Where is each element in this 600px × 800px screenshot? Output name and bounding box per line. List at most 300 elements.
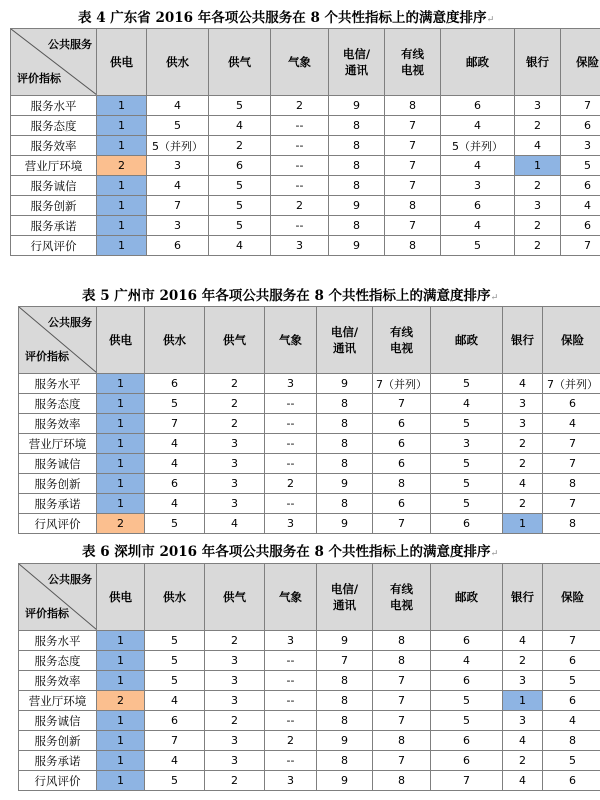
column-header-label: 供气 (228, 55, 251, 69)
rank-cell: 6 (145, 374, 205, 394)
rank-cell: 9 (317, 374, 373, 394)
rank-cell: 4 (503, 771, 543, 791)
table-title: 表 4 广东省 2016 年各项公共服务在 8 个共性指标上的满意度排序↵ (78, 10, 495, 26)
column-header (97, 307, 145, 374)
rank-cell: 8 (317, 711, 373, 731)
rank-cell: 2 (503, 454, 543, 474)
rank-cell: 3 (503, 414, 543, 434)
rank-cell: 8 (373, 631, 431, 651)
rank-cell: 7 (385, 136, 441, 156)
rank-cell: 1 (97, 236, 147, 256)
table-row (11, 156, 600, 176)
row-label: 服务诚信 (11, 176, 97, 196)
rank-cell: 7 (561, 236, 600, 256)
row-label: 服务诚信 (19, 711, 97, 731)
row-label: 服务效率 (11, 136, 97, 156)
rank-cell: 1 (97, 216, 147, 236)
rank-cell: 3 (503, 394, 543, 414)
rank-cell: 7 (543, 434, 600, 454)
column-header (265, 564, 317, 631)
paragraph-mark: ↵ (490, 549, 499, 559)
column-header (503, 307, 543, 374)
rank-cell: 1 (97, 771, 145, 791)
rank-cell: 4 (543, 711, 600, 731)
column-header (561, 29, 600, 96)
column-header-label: 有线 电视 (390, 582, 413, 612)
table-row (19, 454, 600, 474)
rank-cell: 1 (97, 671, 145, 691)
table-row (11, 236, 600, 256)
column-header (205, 307, 265, 374)
rank-cell: 5 (431, 454, 503, 474)
column-header-label: 银行 (526, 55, 549, 69)
rank-cell: -- (265, 751, 317, 771)
header-row (11, 29, 600, 96)
rank-cell: 4 (503, 631, 543, 651)
row-label: 服务承诺 (19, 494, 97, 514)
table-row (19, 711, 600, 731)
rank-cell: 8 (543, 474, 600, 494)
rank-cell: -- (271, 216, 329, 236)
row-label: 服务态度 (11, 116, 97, 136)
rank-cell: 5 (543, 751, 600, 771)
column-header-label: 银行 (511, 590, 534, 604)
rank-cell: 5 (209, 196, 271, 216)
rank-cell: 8 (385, 196, 441, 216)
rank-cell: 7 (373, 711, 431, 731)
rank-cell: 7 (145, 731, 205, 751)
rank-cell: 2 (503, 494, 543, 514)
rank-cell: 4 (503, 731, 543, 751)
row-label: 营业厅环境 (11, 156, 97, 176)
column-header-label: 气象 (288, 55, 311, 69)
table-row (19, 394, 600, 414)
row-label: 行风评价 (11, 236, 97, 256)
rank-cell: 4 (145, 751, 205, 771)
rank-cell: 6 (543, 394, 600, 414)
row-label: 服务诚信 (19, 454, 97, 474)
row-label: 服务效率 (19, 671, 97, 691)
rank-cell: 7 (373, 691, 431, 711)
rank-cell: 2 (515, 216, 561, 236)
rank-cell: 8 (317, 454, 373, 474)
column-header-label: 供水 (163, 590, 186, 604)
column-header (543, 564, 600, 631)
rank-cell: 4 (503, 474, 543, 494)
column-header (373, 307, 431, 374)
rank-cell: 5 (431, 494, 503, 514)
rank-cell: 4 (205, 514, 265, 534)
rank-cell: 5 (147, 116, 209, 136)
rank-cell: 1 (503, 514, 543, 534)
rank-cell: 7 (543, 494, 600, 514)
table-row (11, 116, 600, 136)
rank-cell: 2 (205, 711, 265, 731)
ranking-table (18, 306, 600, 534)
rank-cell: 7 (385, 116, 441, 136)
corner-label-indicator: 评价指标 (25, 350, 69, 363)
column-header (515, 29, 561, 96)
column-header (317, 564, 373, 631)
column-header (209, 29, 271, 96)
rank-cell: 8 (329, 116, 385, 136)
rank-cell: 9 (317, 731, 373, 751)
table-row (19, 494, 600, 514)
column-header-label: 保险 (561, 333, 584, 347)
rank-cell: 4 (145, 691, 205, 711)
row-label: 服务创新 (19, 474, 97, 494)
rank-cell: 7 (373, 514, 431, 534)
row-label: 营业厅环境 (19, 434, 97, 454)
column-header (271, 29, 329, 96)
rank-cell: 5 (145, 671, 205, 691)
rank-cell: 6 (441, 96, 515, 116)
rank-cell: 4 (145, 434, 205, 454)
rank-cell: 7 (373, 394, 431, 414)
rank-cell: 8 (329, 156, 385, 176)
table-row (19, 771, 600, 791)
rank-cell: 1 (97, 751, 145, 771)
rank-cell: 1 (97, 374, 145, 394)
rank-cell: 5 (543, 671, 600, 691)
rank-cell: 3 (265, 631, 317, 651)
row-label: 服务态度 (19, 394, 97, 414)
rank-cell: 6 (373, 434, 431, 454)
rank-cell: 2 (97, 691, 145, 711)
rank-cell: 8 (385, 236, 441, 256)
rank-cell: 3 (205, 454, 265, 474)
rank-cell: 3 (205, 731, 265, 751)
rank-cell: 2 (265, 474, 317, 494)
column-header-label: 供电 (109, 590, 132, 604)
table-row (11, 176, 600, 196)
rank-cell: 7 (147, 196, 209, 216)
table-row (19, 631, 600, 651)
rank-cell: 3 (205, 691, 265, 711)
table-row (19, 434, 600, 454)
rank-cell: 1 (97, 96, 147, 116)
column-header-label: 邮政 (455, 590, 478, 604)
rank-cell: 8 (543, 514, 600, 534)
rank-cell: 3 (205, 751, 265, 771)
table-row (11, 96, 600, 116)
column-header (329, 29, 385, 96)
rank-cell: 6 (561, 116, 600, 136)
table-row (11, 216, 600, 236)
column-header (97, 564, 145, 631)
table-row (19, 691, 600, 711)
rank-cell: 1 (97, 651, 145, 671)
rank-cell: -- (265, 434, 317, 454)
rank-cell: 5 (209, 176, 271, 196)
corner-header-cell (19, 307, 97, 374)
rank-cell: 5 (431, 414, 503, 434)
rank-cell: 6 (431, 631, 503, 651)
rank-cell: 6 (209, 156, 271, 176)
table-row (19, 374, 600, 394)
row-label: 服务水平 (11, 96, 97, 116)
rank-cell: 3 (271, 236, 329, 256)
table-row (19, 731, 600, 751)
table-title: 表 5 广州市 2016 年各项公共服务在 8 个共性指标上的满意度排序↵ (82, 288, 499, 304)
rank-cell: 1 (97, 414, 145, 434)
rank-cell: 5（并列） (441, 136, 515, 156)
rank-cell: 3 (205, 474, 265, 494)
rank-cell: 7（并列） (543, 374, 600, 394)
rank-cell: 3 (515, 96, 561, 116)
row-label: 服务承诺 (19, 751, 97, 771)
column-header-label: 电信/ 通讯 (342, 47, 371, 77)
rank-cell: 3 (147, 156, 209, 176)
rank-cell: 7 (431, 771, 503, 791)
rank-cell: 2 (271, 196, 329, 216)
rank-cell: 9 (329, 236, 385, 256)
rank-cell: 1 (97, 394, 145, 414)
column-header (503, 564, 543, 631)
rank-cell: 6 (431, 671, 503, 691)
rank-cell: 6 (373, 494, 431, 514)
rank-cell: 9 (317, 474, 373, 494)
column-header-label: 电信/ 通讯 (330, 582, 359, 612)
rank-cell: 3 (265, 374, 317, 394)
rank-cell: 3 (431, 434, 503, 454)
rank-cell: 7 (543, 454, 600, 474)
column-header (385, 29, 441, 96)
rank-cell: 1 (97, 474, 145, 494)
rank-cell: 2 (205, 394, 265, 414)
rank-cell: 8 (317, 434, 373, 454)
rank-cell: 8 (317, 751, 373, 771)
column-header (431, 307, 503, 374)
rank-cell: 8 (329, 136, 385, 156)
row-label: 服务水平 (19, 374, 97, 394)
table-row (19, 414, 600, 434)
rank-cell: 7 (385, 216, 441, 236)
rank-cell: 8 (373, 731, 431, 751)
rank-cell: 4 (515, 136, 561, 156)
row-label: 服务水平 (19, 631, 97, 651)
row-label: 服务创新 (19, 731, 97, 751)
rank-cell: 6 (543, 691, 600, 711)
rank-cell: 3 (147, 216, 209, 236)
corner-header-cell (11, 29, 97, 96)
rank-cell: 6 (145, 711, 205, 731)
rank-cell: 5 (209, 96, 271, 116)
rank-cell: 7 (373, 751, 431, 771)
corner-label-service: 公共服务 (48, 573, 92, 586)
rank-cell: 5 (431, 691, 503, 711)
rank-cell: 3 (205, 671, 265, 691)
rank-cell: 8 (317, 691, 373, 711)
corner-header-cell (19, 564, 97, 631)
column-header-label: 保险 (561, 590, 584, 604)
rank-cell: 7 (145, 414, 205, 434)
ranking-table (10, 28, 600, 256)
rank-cell: 6 (431, 514, 503, 534)
row-label: 服务态度 (19, 651, 97, 671)
paragraph-mark: ↵ (486, 15, 495, 25)
rank-cell: 7 (385, 176, 441, 196)
column-header (543, 307, 600, 374)
rank-cell: 2 (205, 631, 265, 651)
column-header (265, 307, 317, 374)
rank-cell: -- (265, 394, 317, 414)
rank-cell: 6 (543, 771, 600, 791)
rank-cell: 3 (561, 136, 600, 156)
table-row (11, 136, 600, 156)
corner-label-service: 公共服务 (48, 38, 92, 51)
rank-cell: 1 (97, 711, 145, 731)
rank-cell: -- (271, 176, 329, 196)
rank-cell: 6 (373, 454, 431, 474)
rank-cell: 3 (515, 196, 561, 216)
column-header (317, 307, 373, 374)
rank-cell: 4 (147, 176, 209, 196)
rank-cell: 6 (431, 751, 503, 771)
rank-cell: 6 (147, 236, 209, 256)
table-title: 表 6 深圳市 2016 年各项公共服务在 8 个共性指标上的满意度排序↵ (82, 544, 499, 560)
rank-cell: 5 (209, 216, 271, 236)
rank-cell: -- (265, 454, 317, 474)
rank-cell: 3 (265, 771, 317, 791)
rank-cell: 2 (97, 514, 145, 534)
rank-cell: 1 (97, 176, 147, 196)
rank-cell: 9 (317, 631, 373, 651)
rank-cell: 7 (317, 651, 373, 671)
rank-cell: 8 (373, 651, 431, 671)
column-header (431, 564, 503, 631)
rank-cell: 2 (265, 731, 317, 751)
rank-cell: 6 (543, 651, 600, 671)
column-header-label: 供水 (166, 55, 189, 69)
column-header-label: 供电 (110, 55, 133, 69)
rank-cell: -- (271, 116, 329, 136)
rank-cell: 6 (373, 414, 431, 434)
rank-cell: 3 (205, 434, 265, 454)
rank-cell: 1 (97, 116, 147, 136)
header-row (19, 564, 600, 631)
rank-cell: 7 (385, 156, 441, 176)
rank-cell: 5 (431, 374, 503, 394)
rank-cell: 2 (503, 751, 543, 771)
column-header-label: 有线 电视 (401, 47, 424, 77)
rank-cell: 9 (317, 514, 373, 534)
column-header-label: 邮政 (455, 333, 478, 347)
row-label: 服务承诺 (11, 216, 97, 236)
rank-cell: 6 (561, 176, 600, 196)
rank-cell: 7（并列） (373, 374, 431, 394)
rank-cell: 2 (205, 771, 265, 791)
rank-cell: -- (271, 156, 329, 176)
rank-cell: 5 (441, 236, 515, 256)
rank-cell: 4 (431, 394, 503, 414)
table-row (19, 474, 600, 494)
column-header-label: 供气 (223, 590, 246, 604)
rank-cell: 4 (441, 216, 515, 236)
rank-cell: 5 (145, 514, 205, 534)
rank-cell: 1 (97, 731, 145, 751)
rank-cell: -- (265, 711, 317, 731)
column-header (145, 564, 205, 631)
rank-cell: 4 (145, 454, 205, 474)
paragraph-mark: ↵ (490, 293, 499, 303)
rank-cell: 9 (329, 196, 385, 216)
rank-cell: 1 (503, 691, 543, 711)
rank-cell: 6 (441, 196, 515, 216)
rank-cell: -- (271, 136, 329, 156)
corner-label-service: 公共服务 (48, 316, 92, 329)
rank-cell: 8 (543, 731, 600, 751)
row-label: 行风评价 (19, 771, 97, 791)
column-header (147, 29, 209, 96)
rank-cell: 3 (205, 494, 265, 514)
rank-cell: -- (265, 671, 317, 691)
rank-cell: 4 (543, 414, 600, 434)
rank-cell: 1 (515, 156, 561, 176)
rank-cell: 3 (441, 176, 515, 196)
ranking-table (18, 563, 600, 791)
rank-cell: -- (265, 651, 317, 671)
rank-cell: 4 (209, 116, 271, 136)
rank-cell: 2 (503, 434, 543, 454)
rank-cell: 3 (205, 651, 265, 671)
rank-cell: 3 (503, 671, 543, 691)
rank-cell: 2 (205, 374, 265, 394)
column-header (441, 29, 515, 96)
rank-cell: 8 (317, 494, 373, 514)
row-label: 服务效率 (19, 414, 97, 434)
rank-cell: 2 (515, 176, 561, 196)
rank-cell: 8 (373, 771, 431, 791)
rank-cell: 2 (205, 414, 265, 434)
rank-cell: 1 (97, 434, 145, 454)
rank-cell: 5 (145, 771, 205, 791)
column-header-label: 邮政 (466, 55, 489, 69)
table-row (19, 751, 600, 771)
rank-cell: 1 (97, 494, 145, 514)
rank-cell: 6 (145, 474, 205, 494)
header-row (19, 307, 600, 374)
rank-cell: 9 (329, 96, 385, 116)
column-header (145, 307, 205, 374)
rank-cell: 8 (317, 394, 373, 414)
rank-cell: 4 (145, 494, 205, 514)
rank-cell: 8 (385, 96, 441, 116)
table-row (11, 196, 600, 216)
rank-cell: 5 (431, 474, 503, 494)
rank-cell: 7 (561, 96, 600, 116)
column-header-label: 供气 (223, 333, 246, 347)
table-row (19, 671, 600, 691)
rank-cell: 5 (145, 394, 205, 414)
rank-cell: 2 (503, 651, 543, 671)
column-header-label: 供水 (163, 333, 186, 347)
column-header-label: 有线 电视 (390, 325, 413, 355)
rank-cell: 8 (329, 216, 385, 236)
rank-cell: 2 (97, 156, 147, 176)
rank-cell: -- (265, 691, 317, 711)
rank-cell: 4 (503, 374, 543, 394)
corner-label-indicator: 评价指标 (17, 72, 61, 85)
table-row (19, 514, 600, 534)
column-header-label: 气象 (279, 333, 302, 347)
rank-cell: 9 (317, 771, 373, 791)
column-header (97, 29, 147, 96)
rank-cell: 5 (145, 631, 205, 651)
rank-cell: 4 (441, 156, 515, 176)
rank-cell: 6 (431, 731, 503, 751)
rank-cell: 3 (503, 711, 543, 731)
